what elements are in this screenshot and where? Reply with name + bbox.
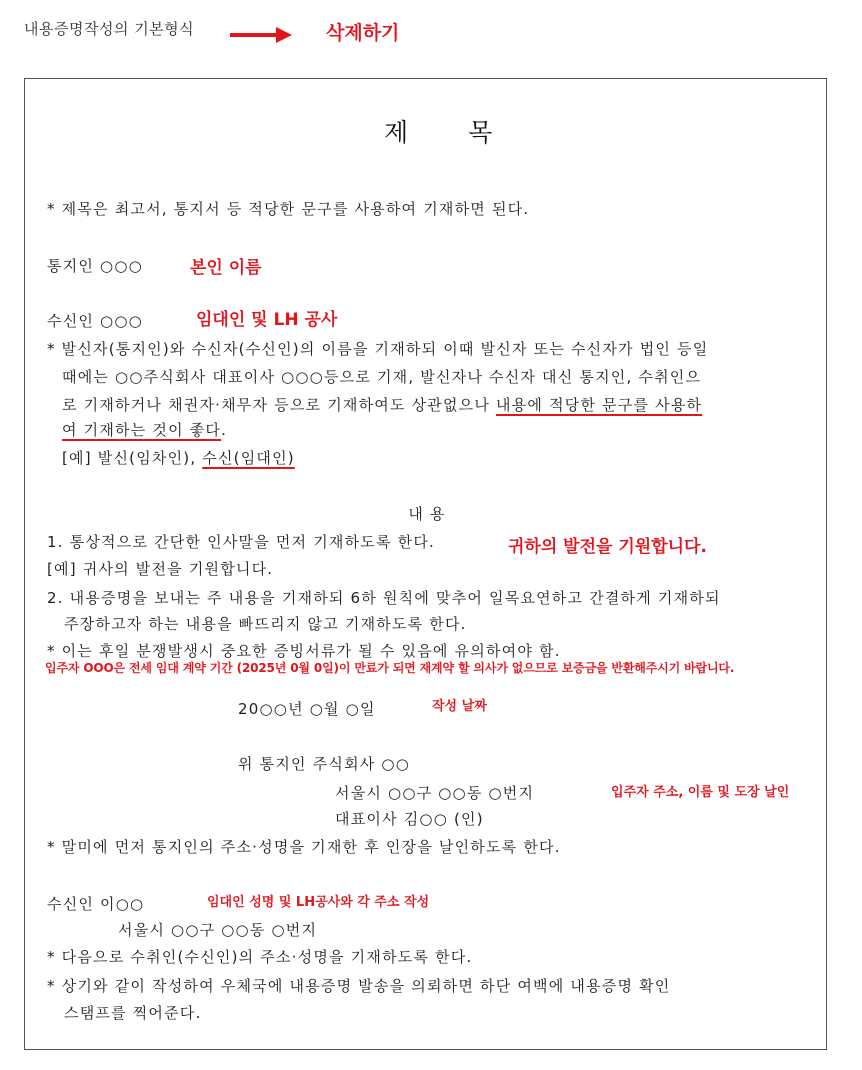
receiver2-label: 수신인 이○○: [47, 895, 145, 913]
note1-line2: 때에는 ○○주식회사 대표이사 ○○○등으로 기재, 발신자나 수신자 대신 통지인, 수취인으: [62, 368, 702, 386]
example1: [62, 447, 295, 468]
note1-line4: [62, 419, 227, 440]
signature-line1: 위 통지인 주식회사 ○○: [238, 755, 411, 773]
delete-button[interactable]: 삭제하기: [326, 22, 400, 44]
date-line: 20○○년 ○월 ○일: [238, 700, 376, 718]
sender-label: 통지인 ○○○: [47, 257, 143, 275]
document-title: 제 목: [384, 118, 519, 147]
note4-line2: 스탬프를 찍어준다.: [64, 1004, 202, 1022]
main-annotation: 입주자 OOO은 전세 임대 계약 기간 (2025년 0월 0일)이 만료가 되면 재계약 할 의사가 없으므로 보증금을 반환해주시기 바랍니다.: [45, 661, 735, 675]
item3: * 이는 후일 분쟁발생시 중요한 증빙서류가 될 수 있음에 유의하여야 함.: [47, 642, 561, 660]
content-heading: 내 용: [408, 505, 446, 523]
sender-annotation: 본인 이름: [190, 258, 262, 278]
note1-period: .: [221, 421, 228, 439]
receiver-annotation: 임대인 및 LH 공사: [196, 310, 338, 330]
note1-line3-text: 로 기재하거나 채권자·채무자 등으로 기재하여도 상관없으나: [62, 396, 497, 414]
item2-line2: 주장하고자 하는 내용을 빠뜨리지 않고 기재하도록 한다.: [64, 615, 467, 633]
signature-line3: 대표이사 김○○ (인): [335, 810, 484, 828]
arrow-right-icon: [230, 25, 292, 45]
note2: * 말미에 먼저 통지인의 주소·성명을 기재한 후 인장을 날인하도록 한다.: [47, 838, 561, 856]
note1-highlight-cont: 여 기재하는 것이 좋다: [62, 421, 222, 439]
item2-line1: 2. 내용증명을 보내는 주 내용을 기재하되 6하 원칙에 맞추어 일목요연하고 간결하게 기재하되: [47, 589, 721, 607]
signature-line2: 서울시 ○○구 ○○동 ○번지: [335, 784, 535, 802]
document-label: 내용증명작성의 기본형식: [24, 20, 195, 38]
example1-text: [예] 발신(임차인),: [62, 449, 203, 467]
note1-line3: [62, 394, 702, 415]
receiver2-annotation: 임대인 성명 및 LH공사와 각 주소 작성: [207, 895, 430, 910]
note1-line1: * 발신자(통지인)와 수신자(수신인)의 이름을 기재하되 이때 발신자 또는 수신자가 법인 등일: [47, 340, 709, 358]
title-note: * 제목은 최고서, 통지서 등 적당한 문구를 사용하여 기재하면 된다.: [47, 200, 530, 218]
signature-annotation: 입주자 주소, 이름 및 도장 날인: [611, 785, 790, 800]
example2: [예] 귀사의 발전을 기원합니다.: [47, 560, 274, 578]
date-annotation: 작성 날짜: [432, 699, 487, 714]
receiver-label: 수신인 ○○○: [47, 312, 143, 330]
example1-highlight: 수신(임대인): [202, 449, 295, 467]
note4-line1: * 상기와 같이 작성하여 우체국에 내용증명 발송을 의뢰하면 하단 여백에 내용증명 확인: [47, 977, 671, 995]
item1: 1. 통상적으로 간단한 인사말을 먼저 기재하도록 한다.: [47, 533, 435, 551]
note3: * 다음으로 수취인(수신인)의 주소·성명을 기재하도록 한다.: [47, 948, 473, 966]
item1-annotation: 귀하의 발전을 기원합니다.: [508, 537, 707, 557]
receiver2-address: 서울시 ○○구 ○○동 ○번지: [118, 921, 318, 939]
note1-highlight: 내용에 적당한 문구를 사용하: [496, 396, 703, 414]
